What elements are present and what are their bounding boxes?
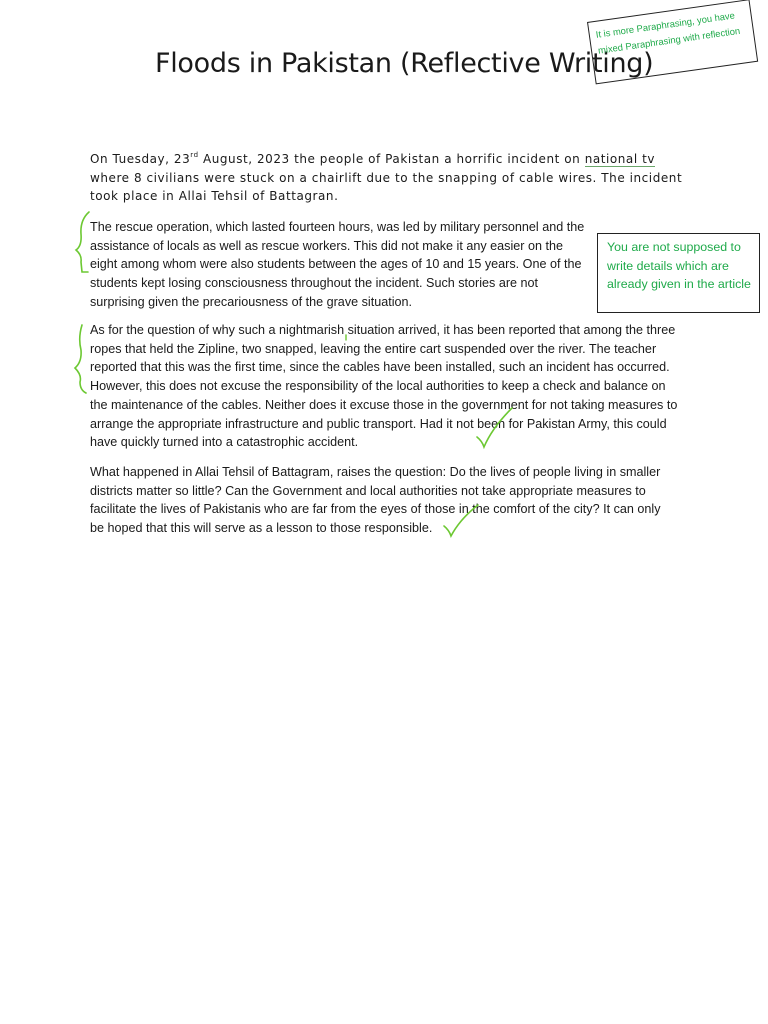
paraphrasing-comment-box [587, 0, 758, 84]
page-title: Floods in Pakistan (Reflective Writing) [155, 48, 654, 79]
paraphrasing-comment-text: It is more Paraphrasing, you have mixed Paraphrasing with reflection [595, 9, 741, 56]
bracket-mark-paragraph-3 [75, 325, 86, 393]
paragraph-1-start: On Tuesday, 23 [90, 152, 191, 166]
paragraph-3: As for the question of why such a nightmarish situation arrived, it has been reported that among the three ropes that held the Zipline, two snapped, leaving the entire cart suspended over the river. The teacher reported that this was the first time, since the cables have been installed, such an incident has occurred. However, this does not excuse the responsibility of the local authorities to keep a check and balance on the maintenance of the cables. Neither does it excuse those in the government for not taking measures to arrange the appropriate infrastructure and public transport. Had it not been for Pakistan Army, this could have quickly turned into a catastrophic accident. [90, 323, 678, 450]
paragraph-4: What happened in Allai Tehsil of Battagram, raises the question: Do the lives of people living in smaller districts matter so little? Can the Government and local authorities not take appropriate measures to facilitate the lives of Pakistanis who are far from the eyes of those in the comfort of the city? It can only be hoped that this will serve as a lesson to those responsible. [90, 465, 661, 536]
details-comment-text: You are not supposed to write details which are already given in the article [607, 240, 751, 292]
paragraph-1 [90, 150, 690, 206]
paragraph-1-middle: August, 2023 the people of Pakistan a horrific incident on [198, 152, 585, 166]
date-ordinal-suffix: rd [190, 151, 199, 159]
paragraph-2: The rescue operation, which lasted fourteen hours, was led by military personnel and the assistance of locals as well as rescue workers. This did not make it any easier on the eight among whom were also students between the ages of 10 and 15 years. One of the students kept losing consciousness throughout the incident. Such stories are not surprising given the precariousness of the grave situation. [90, 220, 585, 309]
paragraph-1-end: where 8 civilians were stuck on a chairlift due to the snapping of cable wires. The incident took place in Allai Tehsil of Battagran. [90, 170, 683, 204]
details-comment-box [597, 233, 760, 313]
underlined-national-tv: national tv [584, 152, 655, 166]
bracket-mark-paragraph-2 [76, 212, 89, 272]
